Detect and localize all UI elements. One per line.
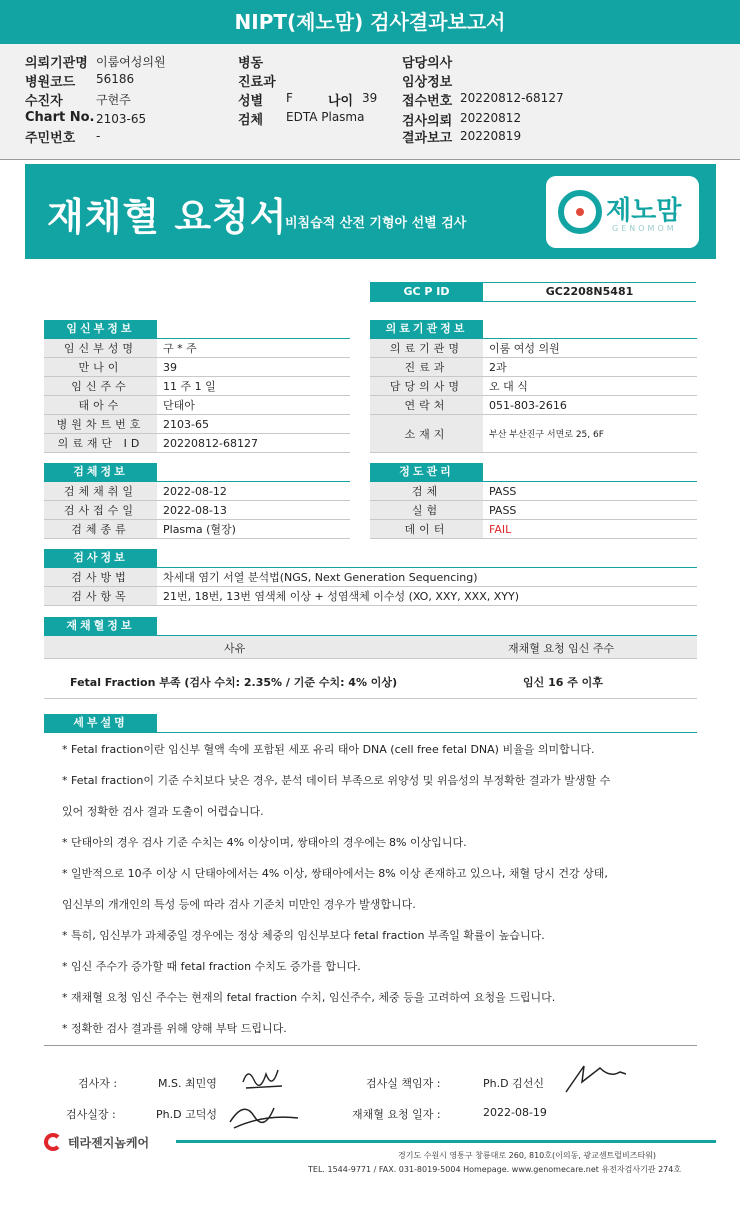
patient-info-table: [44, 338, 350, 453]
director-name: Ph.D 고덕성: [156, 1108, 217, 1121]
footer-contact: TEL. 1544-9771 / FAX. 031-8019-5004 Homepage. www.genomecare.net 유전자검사기관 274호: [308, 1165, 682, 1174]
table-row: 소재지 부산 부산진구 서면로 25, 6F: [370, 415, 697, 453]
test-info-table: [44, 567, 697, 606]
test-info-title: 검사정보: [44, 549, 157, 567]
sex-value: F: [286, 91, 293, 105]
table-row: 검체종류 Plasma (혈장): [44, 520, 350, 539]
report-date-label: 결과보고: [402, 131, 453, 146]
table-row: 연락처 051-803-2616: [370, 396, 697, 415]
request-label: 검사의뢰: [402, 114, 453, 129]
banner: [25, 164, 716, 259]
chart-value: 2103-65: [96, 112, 147, 126]
hospital-code-label: 병원코드: [25, 75, 76, 90]
institution-label: 의뢰기관명: [25, 56, 88, 71]
specimen-label: 검체: [238, 113, 264, 128]
report-date-value: 20220819: [460, 129, 522, 143]
details-line: * 일반적으로 10주 이상 시 단태아에서는 4% 이상, 쌍태아에서는 8% 이상 존재하고 있으나, 채혈 당시 건강 상태,: [62, 867, 608, 880]
gcpid-label: GC P ID: [370, 282, 483, 302]
table-row: 태아수 단태아: [44, 396, 350, 415]
sex-label: 성별: [238, 94, 264, 109]
hospital-code-value: 56186: [96, 72, 135, 86]
details-line: 임신부의 개개인의 특성 등에 따라 검사 기준치 미만인 경우가 발생합니다.: [62, 898, 416, 911]
gcpid-value: GC2208N5481: [483, 282, 696, 302]
company-logo-icon: [44, 1133, 64, 1151]
patient-label: 수진자: [25, 94, 63, 109]
director-signature: [224, 1094, 304, 1134]
table-row: 데이터 FAIL: [370, 520, 697, 539]
details-line: * 재채혈 요청 임신 주수는 현재의 fetal fraction 수치, 임신주수, 체중 등을 고려하여 요청을 드립니다.: [62, 991, 556, 1004]
table-row: 검사방법 차세대 염기 서열 분석법(NGS, Next Generation Sequencing): [44, 568, 697, 587]
redraw-date-value: 2022-08-19: [483, 1106, 547, 1119]
redraw-info-title: 재채혈정보: [44, 617, 157, 635]
specimen-info-table: [44, 481, 350, 539]
qc-fail-value: FAIL: [483, 520, 697, 539]
details-line: * 특히, 임신부가 과체중일 경우에는 정상 체중의 임신부보다 fetal fraction 부족일 확률이 높습니다.: [62, 929, 545, 942]
details-line: * Fetal fraction이란 임신부 혈액 속에 포함된 세포 유리 태아 DNA (cell free fetal DNA) 비율을 의미합니다.: [62, 743, 595, 756]
details-line: * 정확한 검사 결과를 위해 양해 부탁 드립니다.: [62, 1022, 287, 1035]
age-label: 나이: [328, 94, 354, 109]
table-row: 진료과 2과: [370, 358, 697, 377]
footer-address: 경기도 수원시 영통구 창룡대로 260, 810호(이의동, 광교센트럴비즈타워): [398, 1151, 657, 1160]
redraw-col-reason: 사유: [224, 642, 246, 655]
lab-head-name: Ph.D 김선신: [483, 1077, 544, 1090]
details-line: * 단태아의 경우 검사 기준 수치는 4% 이상이며, 쌍태아의 경우에는 8% 이상입니다.: [62, 836, 467, 849]
resident-value: -: [96, 129, 101, 143]
qc-info-title: 정도관리: [370, 463, 483, 481]
table-row: 검사접수일 2022-08-13: [44, 501, 350, 520]
resident-label: 주민번호: [25, 131, 76, 146]
lab-head-label: 검사실 책임자 :: [366, 1077, 441, 1090]
hospital-info-title: 의료기관정보: [370, 320, 483, 338]
logo-icon: [558, 190, 602, 234]
qc-info-table: [370, 481, 697, 539]
details-title: 세부설명: [44, 714, 157, 732]
receipt-label: 접수번호: [402, 94, 453, 109]
director-label: 검사실장 :: [66, 1108, 116, 1121]
doctor-label: 담당의사: [402, 56, 453, 71]
redraw-header-row: [44, 636, 697, 659]
table-row: 검체 PASS: [370, 482, 697, 501]
details-line: * Fetal fraction이 기준 수치보다 낮은 경우, 분석 데이터 부족으로 위양성 및 위음성의 부정확한 결과가 발생할 수: [62, 774, 611, 787]
table-row: 의료기관명 이룸 여성 의원: [370, 339, 697, 358]
dept-label: 진료과: [238, 75, 276, 90]
table-row: 임신부성명 구 * 주: [44, 339, 350, 358]
table-row: 검체채취일 2022-08-12: [44, 482, 350, 501]
patient-info-title: 임신부정보: [44, 320, 157, 338]
redraw-date-label: 재채혈 요청 일자 :: [352, 1108, 441, 1121]
specimen-value: EDTA Plasma: [286, 110, 365, 124]
receipt-value: 20220812-68127: [460, 91, 564, 105]
redraw-reason: Fetal Fraction 부족 (검사 수치: 2.35% / 기준 수치: 4% 이상): [70, 676, 398, 689]
report-title: NIPT(제노맘) 검사결과보고서: [0, 0, 740, 44]
request-value: 20220812: [460, 111, 522, 125]
details-line: 있어 정확한 검사 결과 도출이 어렵습니다.: [62, 805, 264, 818]
tester-name: M.S. 최민영: [158, 1077, 217, 1090]
hospital-info-table: [370, 338, 697, 453]
clinical-label: 임상정보: [402, 75, 453, 90]
tester-label: 검사자 :: [78, 1077, 118, 1090]
age-value: 39: [362, 91, 378, 105]
ward-label: 병동: [238, 56, 264, 71]
table-row: 임신주수 11 주 1 일: [44, 377, 350, 396]
chart-label: Chart No.: [25, 110, 95, 125]
institution-value: 이룸여성의원: [96, 55, 166, 69]
banner-subtitle: 비침습적 산전 기형아 선별 검사: [285, 216, 467, 231]
specimen-info-title: 검체정보: [44, 463, 157, 481]
banner-title: 재채혈 요청서: [47, 195, 288, 239]
table-row: 만나이 39: [44, 358, 350, 377]
redraw-week: 임신 16 주 이후: [523, 676, 603, 689]
report-header: [0, 44, 740, 160]
table-row: 검사항목 21번, 18번, 13번 염색체 이상 + 성염색체 이수성 (XO, XXY, XXX, XYY): [44, 587, 697, 606]
table-row: 담당의사명 오 대 식: [370, 377, 697, 396]
redraw-col-week: 재채혈 요청 임신 주수: [508, 642, 615, 655]
company-name: 테라젠지놈케어: [68, 1136, 150, 1150]
tester-signature: [238, 1062, 288, 1096]
patient-value: 구현주: [96, 93, 131, 107]
lab-head-signature: [560, 1058, 630, 1096]
table-row: 의료재단 ID 20220812-68127: [44, 434, 350, 453]
genomom-logo: 제노맘 GENOMOM: [546, 176, 699, 248]
table-row: 병원차트번호 2103-65: [44, 415, 350, 434]
table-row: 실험 PASS: [370, 501, 697, 520]
details-line: * 임신 주수가 증가할 때 fetal fraction 수치도 증가를 합니다.: [62, 960, 361, 973]
